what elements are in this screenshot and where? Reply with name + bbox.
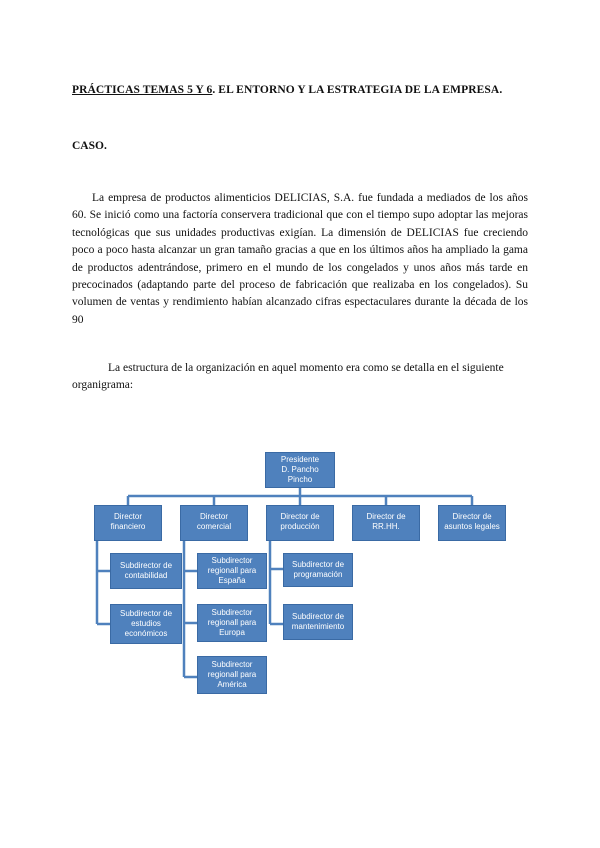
director-produccion-box: Director de producción: [266, 505, 334, 541]
section-heading: CASO.: [72, 140, 107, 152]
director-rrhh-box: Director de RR.HH.: [352, 505, 420, 541]
subdirector-espana-box: Subdirector regionall para España: [197, 553, 267, 589]
case-paragraph: La empresa de productos alimenticios DELICIAS, S.A. fue fundada a mediados de los años 60. Se inició como una factoría conservera tradicional que con el tiempo supo adoptar las mejoras tecnológicas que sus unidades productivas exigían. La dimensión de DELICIAS fue creciendo poco a poco hasta alcanzar un gran tamaño gracias a que en los últimos años ha ampliado la gama de productos adentrándose, primero en el mundo de los congelados y unos años más tarde en precocinados (adaptando parte del proceso de fabricación que realizaba en los congelados). Su volumen de ventas y rendimiento habían alcanzado cifras espectaculares durante la década de los 90: [72, 192, 528, 326]
title-underlined: PRÁCTICAS TEMAS 5 Y 6: [72, 84, 213, 96]
president-box: [265, 452, 335, 488]
subdirector-europa-box: Subdirector regionall para Europa: [197, 604, 267, 642]
director-comercial-box: Director comercial: [180, 505, 248, 541]
director-financiero-box: Director financiero: [94, 505, 162, 541]
subdirector-mantenimiento-box: Subdirector de mantenimiento: [283, 604, 353, 640]
president-title: Presidente: [280, 455, 320, 464]
org-intro-paragraph: La estructura de la organización en aquel momento era como se detalla en el siguiente organigrama:: [72, 362, 504, 392]
subdirector-contabilidad-box: Subdirector de contabilidad: [110, 553, 182, 589]
title-rest: . EL ENTORNO Y LA ESTRATEGIA DE LA EMPRESA.: [212, 84, 503, 96]
subdirector-estudios-box: Subdirector de estudios económicos: [110, 604, 182, 644]
subdirector-america-box: Subdirector regionall para América: [197, 656, 267, 694]
director-legales-box: Director de asuntos legales: [438, 505, 506, 541]
president-name: D. Pancho Pincho: [281, 465, 319, 484]
subdirector-programacion-box: Subdirector de programación: [283, 553, 353, 587]
